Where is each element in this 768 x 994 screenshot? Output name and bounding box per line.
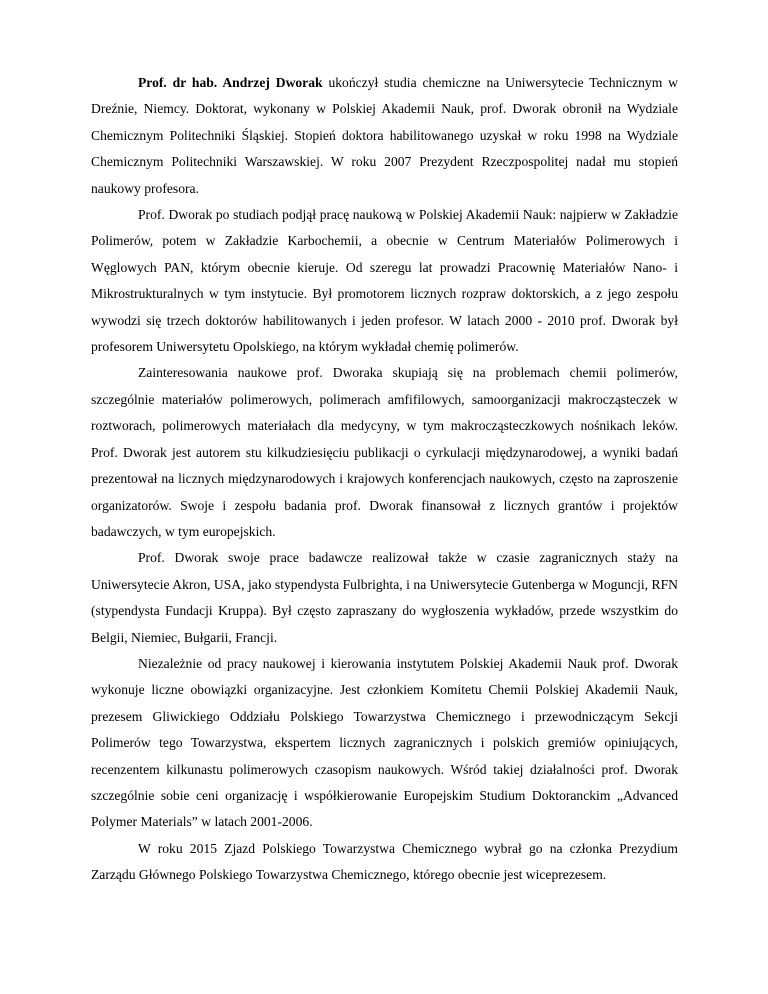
paragraph-1 [91, 70, 678, 202]
paragraph-3: Zainteresowania naukowe prof. Dworaka skupiają się na problemach chemii polimerów, szczególnie materiałów polimerowych, polimerach amfifilowych, samoorganizacji makrocząsteczek w roztworach, polimerowych materiałach dla medycyny, w tym makrocząsteczkowych nośnikach leków. Prof. Dworak jest autorem stu kilkudziesięciu publikacji o cyrkulacji międzynarodowej, a wyniki badań prezentował na licznych międzynarodowych i krajowych konferencjach naukowych, często na zaproszenie organizatorów. Swoje i zespołu badania prof. Dworak finansował z licznych grantów i projektów badawczych, w tym europejskich. [91, 365, 678, 539]
paragraph-5: Niezależnie od pracy naukowej i kierowania instytutem Polskiej Akademii Nauk prof. Dworak wykonuje liczne obowiązki organizacyjne. Jest członkiem Komitetu Chemii Polskiej Akademii Nauk, prezesem Gliwickiego Oddziału Polskiego Towarzystwa Chemicznego i przewodniczącym Sekcji Polimerów tego Towarzystwa, ekspertem licznych zagranicznych i polskich gremiów opiniujących, recenzentem kilkunastu polimerowych czasopism naukowych. Wśród takiej działalności prof. Dworak szczególnie sobie ceni organizację i współkierowanie Europejskim Studium Doktoranckim „Advanced Polymer Materials” w latach 2001-2006. [91, 655, 678, 830]
paragraph-4: Prof. Dworak swoje prace badawcze realizował także w czasie zagranicznych staży na Uniwersytecie Akron, USA, jako stypendysta Fulbrighta, i na Uniwersytecie Gutenberga w Moguncji, RFN (stypendysta Fundacji Kruppa). Był często zapraszany do wygłoszenia wykładów, przede wszystkim do Belgii, Niemiec, Bułgarii, Francji. [91, 550, 678, 645]
paragraph-6: W roku 2015 Zjazd Polskiego Towarzystwa Chemicznego wybrał go na członka Prezydium Zarządu Głównego Polskiego Towarzystwa Chemicznego, którego obecnie jest wiceprezesem. [91, 840, 678, 883]
document-body [91, 70, 678, 889]
paragraph-1-text: ukończył studia chemiczne na Uniwersytecie Technicznym w Dreźnie, Niemcy. Doktorat, wykonany w Polskiej Akademii Nauk, prof. Dworak obronił na Wydziale Chemicznym Politechniki Śląskiej. Stopień doktora habilitowanego uzyskał w roku 1998 na Wydziale Chemicznym Politechniki Warszawskiej. W roku 2007 Prezydent Rzeczpospolitej nadał mu stopień naukowy profesora. [91, 75, 678, 196]
person-name: Prof. dr hab. Andrzej Dworak [138, 75, 323, 90]
paragraph-2: Prof. Dworak po studiach podjął pracę naukową w Polskiej Akademii Nauk: najpierw w Zakładzie Polimerów, potem w Zakładzie Karbochemii, a obecnie w Centrum Materiałów Polimerowych i Węglowych PAN, którym obecnie kieruje. Od szeregu lat prowadzi Pracownię Materiałów Nano- i Mikrostrukturalnych w tym instytucie. Był promotorem licznych rozpraw doktorskich, a z jego zespołu wywodzi się trzech doktorów habilitowanych i jeden profesor. W latach 2000 - 2010 prof. Dworak był profesorem Uniwersytetu Opolskiego, na którym wykładał chemię polimerów. [91, 207, 678, 355]
